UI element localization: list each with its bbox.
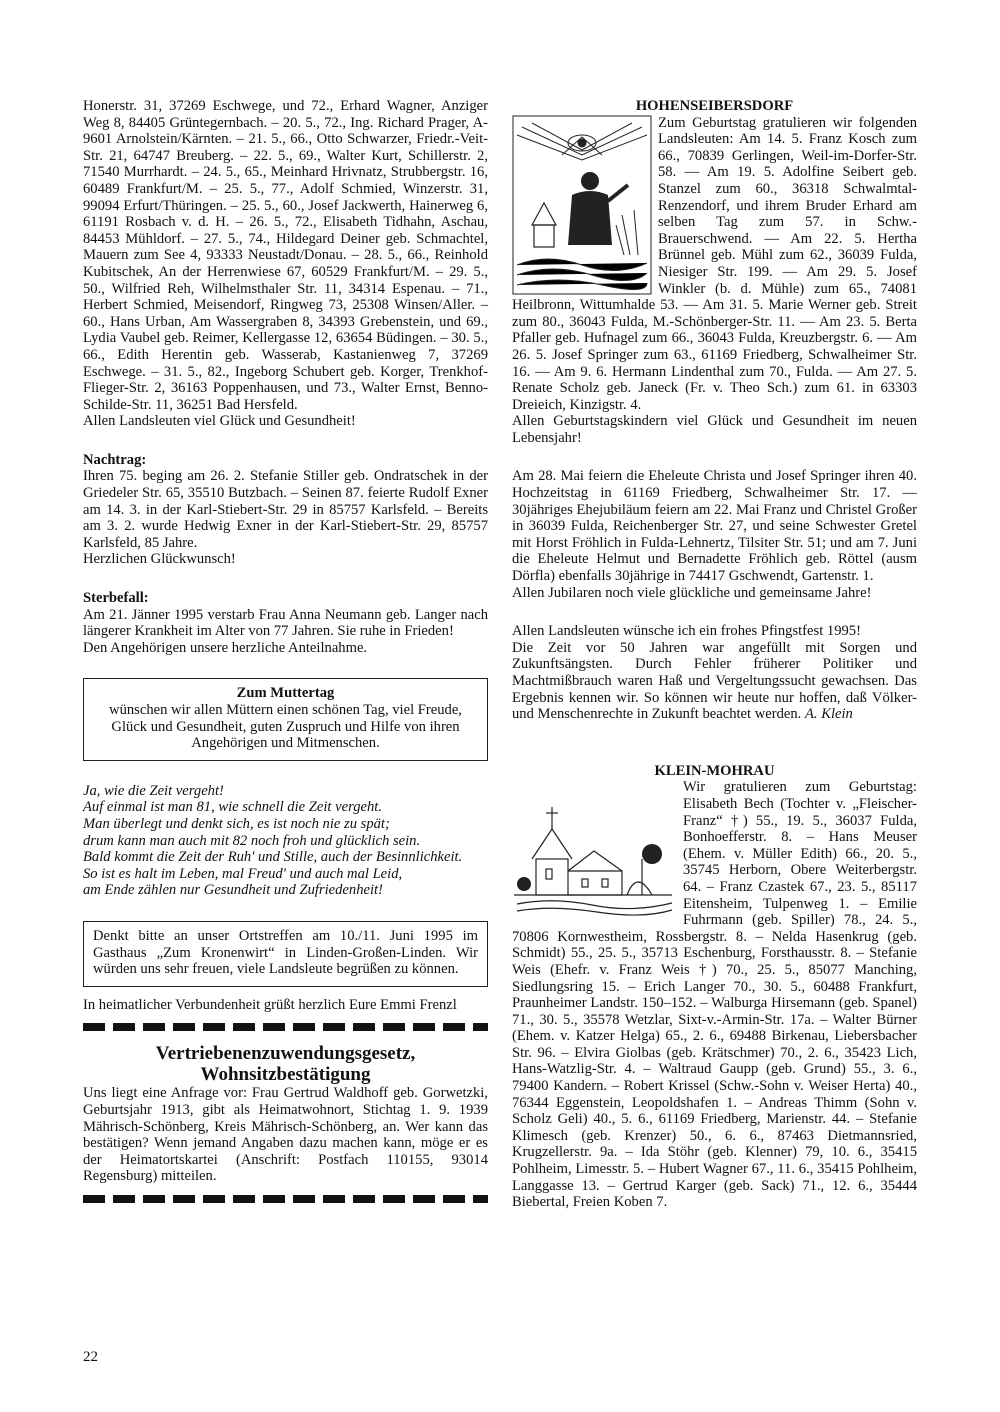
jubilee-closing: Allen Jubilaren noch viele glückliche und gemeinsame Jahre! (512, 584, 872, 601)
birthday-closing: Allen Landsleuten viel Glück und Gesundheit! (83, 413, 356, 430)
pfingst-author: A. Klein (805, 706, 853, 723)
left-column (83, 98, 488, 1215)
muttertag-text: wünschen wir allen Müttern einen schönen Tag, viel Freude, Glück und Gesundheit, guten Zuspruch und Hilfe von ihren Angehörigen und Mitmenschen. (109, 702, 462, 752)
nachtrag-title: Nachtrag: (83, 451, 147, 468)
greeting: In heimatlicher Verbundenheit grüßt herzlich Eure Emmi Frenzl (83, 996, 457, 1013)
section-title-line1: Vertriebenenzuwendungsgesetz, (155, 1043, 416, 1065)
jubilee-text: Am 28. Mai feiern die Eheleute Christa und Josef Springer ihren 40. Hochzeitstag in 61169 Friedberg, Schwalheimer Str. 17. — 30jähriges Ehejubiläum feiern am 22. Mai Franz und Christel Großer in 36039 Fulda, Reichenberger Str. 27, und seine Schwester Gretel mit Horst Fröhlich in Fulda-Lehnertz, Tilsiter Str. 51; und am 7. Juni die Eheleute Helmut und Bernadette Fröhlich geb. Röttel (ausm Dörfla) ebenfalls 30jährige in 74417 Gschwendt, Gartenstr. 1. (512, 468, 917, 585)
section-text: Uns liegt eine Anfrage vor: Frau Gertrud Waldhoff geb. Gorwetzki, Geburtsjahr 1913, gibt als Heimatwohnort, Stichtag 1. 9. 1939 Mährisch-Schönberg, Kreis Mährisch-Schönberg, an. Wer kann das bestätigen? Wenn jemand Angaben dazu machen kann, möge er es der Heimatortskartei (Anschrift: Postfach 110155, 93014 Regensburg) mitteilen. (83, 1085, 488, 1185)
nachtrag-closing: Herzlichen Glückwunsch! (83, 551, 236, 568)
sterbefall-text: Am 21. Jänner 1995 verstarb Frau Anna Neumann geb. Langer nach längerer Krankheit im Alter von 77 Jahren. Sie ruhe in Frieden! (83, 606, 488, 640)
ortstreffen-box (83, 921, 488, 987)
woodcut-illustration (512, 115, 652, 295)
poem-line: drum kann man auch mit 82 noch froh und glücklich sein. (83, 832, 421, 849)
hohenseibersdorf-title: HOHENSEIBERSDORF (635, 98, 794, 114)
poem (83, 783, 488, 899)
muttertag-title: Zum Muttertag (236, 685, 335, 702)
poem-line: Man überlegt und denkt sich, es ist noch nie zu spät; (83, 815, 390, 832)
poem-line: So ist es halt im Leben, mal Freud' und auch mal Leid, (83, 865, 403, 882)
poem-line: Ja, wie die Zeit vergeht! (83, 782, 224, 799)
hohenseibersdorf-closing: Allen Geburtstagskindern viel Glück und Gesundheit im neuen Lebensjahr! (512, 413, 917, 446)
poem-line: Bald kommt die Zeit der Ruh' und Stille, auch der Besinnlichkeit. (83, 849, 463, 866)
church-illustration (512, 799, 677, 919)
dashed-divider (83, 1195, 488, 1203)
sterbefall-closing: Den Angehörigen unsere herzliche Anteilnahme. (83, 639, 368, 656)
poem-line: am Ende zählen nur Gesundheit und Zufriedenheit! (83, 882, 383, 899)
section-title-line2: Wohnsitzbestätigung (200, 1064, 371, 1086)
pfingst-body: Die Zeit vor 50 Jahren war angefüllt mit Sorgen und Zukunftsängsten. Durch Fehler früherer Politiker und Machtmißbrauch waren Haß und Vergeltungssucht gewachsen. Das Ergebnis kennen wir. So können wir heute nur hoffen, daß Völker- und Menschenrechte in Zukunft beachtet werden. (512, 639, 917, 723)
kleinmohrau-title: KLEIN-MOHRAU (654, 762, 775, 779)
pfingst-line: Allen Landsleuten wünsche ich ein frohes Pfingstfest 1995! (512, 623, 861, 640)
sterbefall-title: Sterbefall: (83, 590, 149, 607)
kleinmohrau-text: Wir gratulieren zum Geburtstag: Elisabeth Bech (Tochter v. „Fleischer-Franz“ †) 55., 19. 5., 36037 Fulda, Bonhoefferstr. 8. – Hans Meuser (Ehem. v. Müller Edith) 66., 20. 5., 35745 Herborn, Obere Weiterbergstr. 64. – Franz Czastek 67., 23. 5., 85117 Eitensheim, Tulpenweg 1. – Emilie Fuhrmann (geb. Spiller) 78., 24. 5., 70806 Kornwestheim, Rossbergstr. 8. – Nelda Hasenkrug (geb. Schmidt) 55., 25. 5., 35713 Eschenburg, Forsthausstr. 8. – Stefanie Weis (Ehefr. v. Franz Weis †) 70., 25. 5., 85077 Manching, Siedlungsring 15. – Erich Langer 70., 30. 5., 60488 Frankfurt, Praunheimer Landstr. 150–152. – Walburga Hirsemann (geb. Spanel) 71., 30. 5., 35578 Wetzlar, Sixt-v.-Armin-Str. 17a. – Walter Bürner (Ehem. v. Katzer Helga) 65., 2. 6., 69488 Birkenau, Liebersbacher Str. 96. – Elvira Giolbas (geb. Krätschmer) 70., 2. 6., 35423 Lich, Hans-Watzlig-Str. 4. – Waltraud Gaupp (geb. Grund) 55., 3. 6., 79400 Kandern. – Robert Krissel (Schw.-Sohn v. Weiser Herta) 40., 76344 Eggenstein, Leopoldshafen 1. – Andreas Thimm (Sohn v. Scholz Geli) 40., 5. 6., 61169 Friedberg, Marienstr. 44. – Stefanie Klimesch (geb. Krenzer) 50., 6. 6., 87463 Dietmannsried, Krugzellerstr. 9a. – Ida Stöhr (geb. Klenner) 79, 10. 6., 35415 Pohlheim, Limesstr. 5. – Hubert Wagner 67., 11. 6., 35415 Pohlheim, Langgasse 13. – Gertrud Karger (geb. Sack) 71., 12. 6., 35444 Biebertal, Freien Koben 7. (512, 779, 917, 1211)
hohenseibersdorf-text: Zum Geburtstag gratulieren wir folgenden Landsleuten: Am 14. 5. Franz Kosch zum 66., 70839 Gerlingen, Weil-im-Dorfer-Str. 58. — Am 19. 5. Adolfine Seibert geb. Stanzel zum 60., 36318 Schwalmtal-Renzendorf, und ihrem Bruder Erhard am selben Tag zum 57. in Schw.-Brauerschwend. — Am 22. 5. Hertha Brünnel geb. Mühl zum 62., 36039 Fulda, Niesiger Str. 199. — Am 29. 5. Josef Winkler (b. d. Mühle) zum 65., 74081 Heilbronn, Wittumhalde 53. — Am 31. 5. Marie Werner geb. Streit zum 80., 36043 Fulda, M.-Schönberger-Str. 11. — Am 23. 5. Berta Pfaller geb. Hufnagel zum 66., 36043 Fulda, Kreuzbergstr. 6. — Am 26. 5. Josef Springer zum 63., 61169 Friedberg, Schwalheimer Str. 16. — Am 9. 6. Hermann Lindenthal zum 70., Fulda. — Am 27. 5. Renate Scholz geb. Janeck (Fr. v. Theo Sch.) zum 61. in 63303 Dreieich, Kinzigstr. 4. (512, 114, 917, 413)
birthday-list-continued: Honerstr. 31, 37269 Eschwege, und 72., Erhard Wagner, Anziger Weg 8, 84405 Grüntegernbach. – 20. 5., 72., Ing. Richard Prager, A-9601 Arnolstein/Kärnten. – 21. 5., 66., Otto Schwarzer, Friedr.-Veit-Str. 21, 64747 Breuberg. – 22. 5., 69., Walter Kurt, Schillerstr. 2, 71540 Murrhardt. – 24. 5., 65., Meinhard Hrivnatz, Strubbergstr. 16, 60489 Frankfurt/M. – 25. 5., 77., Adolf Schmied, Winzerstr. 31, 99094 Erfurt/Thüringen. – 25. 5., 60., Josef Jackwerth, Hainerweg 6, 61191 Rosbach v. d. H. – 26. 5., 72., Elisabeth Tidhahn, Aschau, 84453 Mühldorf. – 27. 5., 74., Hildegard Deiner geb. Schmachtel, Mauern zum See 4, 93333 Neustadt/Donau. – 28. 5., 66., Reinhold Kubitschek, An der Herrenwiese 67, 60529 Frankfurt/M. – 29. 5., 50., Wilfried Reh, Wilhelmsthaler Str. 11, 34314 Espenau. – 71., Herbert Schmied, Meisendorf, Ringweg 73, 25308 Winsen/Aller. – 60., Hans Urban, Am Wassergraben 8, 34393 Grebenstein, und 69., Lydia Vaubel geb. Reimer, Kellergasse 12, 63654 Büdingen. – 30. 5., 66., Edith Herentin geb. Wasserab, Kastanienweg 7, 37269 Eschwege. – 31. 5., 82., Ingeborg Schubert geb. Korger, Trenkhof-Flieger-Str. 2, 36163 Poppenhausen, und 73., Walter Ernst, Benno-Schilde-Str. 11, 36251 Bad Hersfeld. (83, 98, 488, 413)
page-number: 22 (83, 1349, 98, 1365)
muttertag-box (83, 678, 488, 760)
poem-line: Auf einmal ist man 81, wie schnell die Zeit vergeht. (83, 799, 382, 816)
nachtrag-text: Ihren 75. beging am 26. 2. Stefanie Stiller geb. Ondratschek in der Griedeler Str. 65, 35510 Butzbach. – Seinen 87. feierte Rudolf Exner am 14. 3. in der Karl-Stiebert-Str. 29 in 85757 Karlsfeld. – Bereits am 3. 2. wurde Hedwig Exner in der Karl-Stiebert-Str. 29, 85757 Karlsfeld, 85 Jahre. (83, 468, 488, 551)
dashed-divider (83, 1023, 488, 1031)
ortstreffen-text: Denkt bitte an unser Ortstreffen am 10./11. Juni 1995 im Gasthaus „Zum Kronenwirt“ in Linden-Großen-Linden. Wir würden uns sehr freuen, viele Landsleute begrüßen zu können. (93, 927, 478, 978)
pfingst-text (512, 640, 917, 723)
right-column (512, 98, 917, 1211)
